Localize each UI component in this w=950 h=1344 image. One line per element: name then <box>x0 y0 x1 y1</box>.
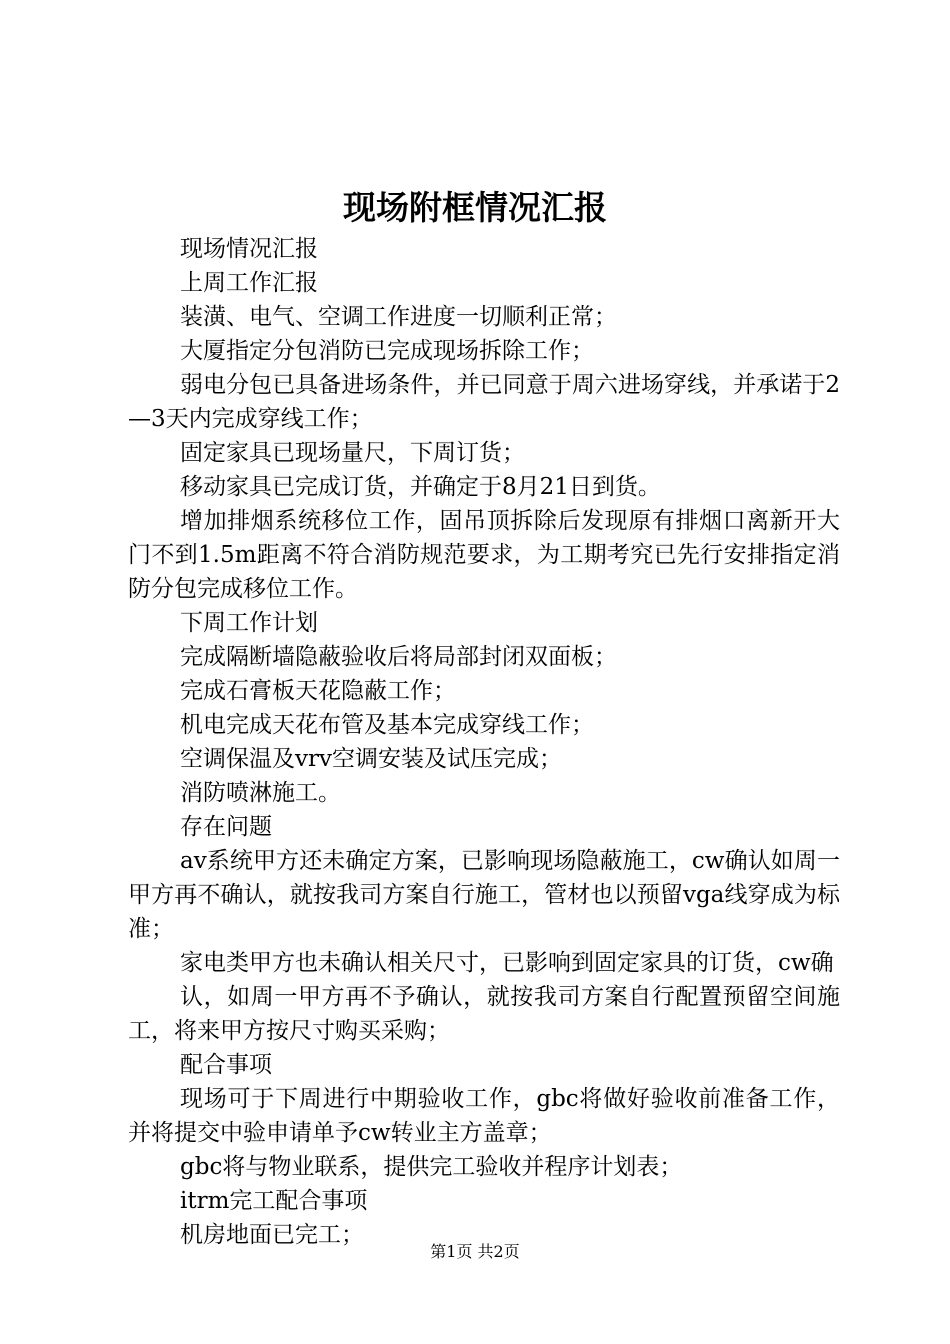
page-footer: 第1页 共2页 <box>430 1242 520 1261</box>
paragraph: 现场情况汇报 <box>180 236 318 262</box>
paragraph: 大厦指定分包消防已完成现场拆除工作； <box>180 338 594 364</box>
paragraph: 完成石膏板天花隐蔽工作； <box>180 678 456 704</box>
section-heading: 下周工作计划 <box>180 610 318 636</box>
paragraph: 固定家具已现场量尺，下周订货； <box>180 440 525 466</box>
paragraph: 增加排烟系统移位工作，固吊顶拆除后发现原有排烟口离新开大门不到1.5m距离不符合消防规范要求，为工期考究已先行安排指定消防分包完成移位工作。 <box>128 508 840 602</box>
paragraph: 完成隔断墙隐蔽验收后将局部封闭双面板； <box>180 644 617 670</box>
paragraph: 家电类甲方也未确认相关尺寸，已影响到固定家具的订货，cw确 <box>180 950 834 976</box>
paragraph: 消防喷淋施工。 <box>180 780 341 806</box>
paragraph: av系统甲方还未确定方案，已影响现场隐蔽施工，cw确认如周一甲方再不确认，就按我司方案自行施工，管材也以预留vga线穿成为标准； <box>128 848 840 942</box>
paragraph: 空调保温及vrv空调安装及试压完成； <box>180 746 562 772</box>
section-heading: 存在问题 <box>180 814 272 840</box>
paragraph: gbc将与物业联系，提供完工验收并程序计划表； <box>180 1154 683 1180</box>
paragraph: 认，如周一甲方再不予确认，就按我司方案自行配置预留空间施工，将来甲方按尺寸购买采购； <box>128 984 840 1044</box>
paragraph: 现场可于下周进行中期验收工作，gbc将做好验收前准备工作，并将提交中验申请单予cw转业主方盖章； <box>128 1086 840 1146</box>
paragraph: 机房地面已完工； <box>180 1222 364 1248</box>
paragraph: 机电完成天花布管及基本完成穿线工作； <box>180 712 594 738</box>
section-heading: 上周工作汇报 <box>180 270 318 296</box>
document-body <box>128 232 840 1252</box>
paragraph: 装潢、电气、空调工作进度一切顺利正常； <box>180 304 617 330</box>
section-heading: itrm完工配合事项 <box>180 1188 368 1214</box>
paragraph: 移动家具已完成订货，并确定于8月21日到货。 <box>180 474 661 500</box>
section-heading: 配合事项 <box>180 1052 272 1078</box>
document-title: 现场附框情况汇报 <box>343 188 607 227</box>
paragraph: 弱电分包已具备进场条件，并已同意于周六进场穿线，并承诺于2—3天内完成穿线工作； <box>128 372 840 432</box>
